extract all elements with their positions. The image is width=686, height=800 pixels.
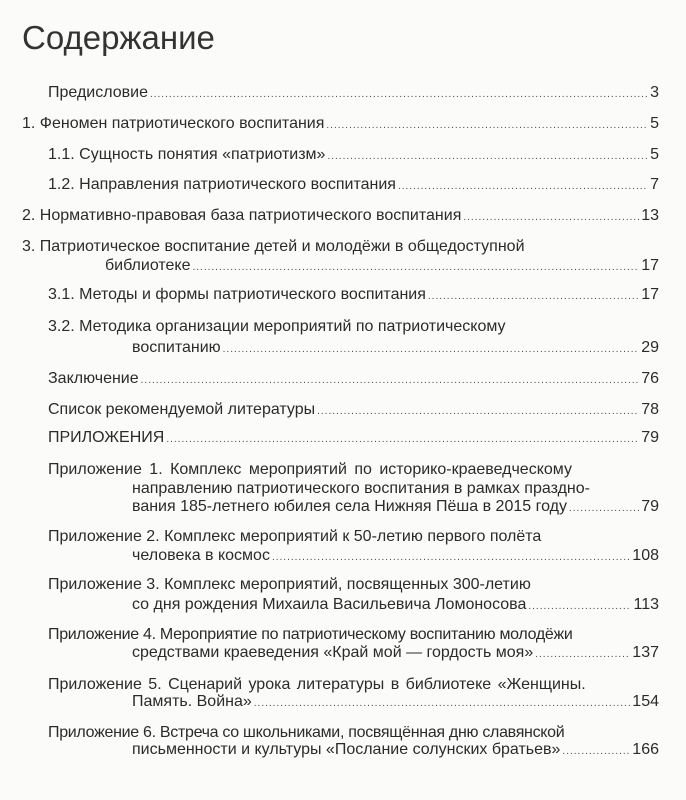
toc-entry-chapter-3[interactable] [105,256,659,278]
toc-entry-appendices[interactable] [48,428,659,450]
dot-leader [254,694,631,714]
toc-entry-text: воспитанию [132,339,221,356]
toc-entry-appendix-1-line[interactable]: направлению патриотического воспитания в рамках праздно- [132,480,590,497]
toc-entry-bibliography[interactable] [48,400,659,422]
toc-page-number: 166 [632,741,659,758]
toc-entry-text: ПРИЛОЖЕНИЯ [48,429,165,446]
toc-entry-section-3-1[interactable] [48,285,659,307]
toc-page-number: 17 [641,257,659,274]
dot-leader [569,499,639,519]
toc-entry-appendix-5[interactable] [132,692,659,714]
dot-leader [327,147,648,167]
toc-entry-preface[interactable] [48,83,659,105]
toc-page-number: 79 [641,498,659,515]
toc-entry-appendix-1[interactable] [132,497,659,519]
toc-entry-section-3-2[interactable] [132,338,659,360]
toc-page-number: 113 [633,596,659,613]
toc-entry-chapter-2[interactable] [22,206,659,228]
toc-entry-appendix-4-line[interactable]: Приложение 4. Мероприятие по патриотическому воспитанию молодёжи [48,626,573,643]
toc-entry-appendix-1-line[interactable]: Приложение 1. Комплекс мероприятий по историко-краеведческому [48,461,572,478]
toc-entry-text: Список рекомендуемой литературы [48,401,316,418]
toc-entry-appendix-2[interactable] [132,546,659,568]
dot-leader [317,402,639,422]
toc-page-number: 108 [632,547,659,564]
toc-page-number: 154 [632,693,659,710]
toc-entry-text: Заключение [48,370,139,387]
toc-page-number: 76 [641,370,659,387]
toc-entry-text: 2. Нормативно-правовая база патриотического воспитания [22,207,462,224]
toc-entry-appendix-6[interactable] [132,740,659,762]
dot-leader [463,208,639,228]
page-title: Содержание [22,19,215,56]
toc-page-number: 5 [650,115,659,132]
toc-page-number: 13 [641,207,659,224]
dot-leader [528,597,631,617]
toc-entry-chapter-1[interactable] [22,114,659,136]
dot-leader [272,548,630,568]
toc-entry-text: 3.1. Методы и формы патриотического воспитания [48,286,426,303]
toc-entry-text: средствами краеведения «Край мой — гордость моя» [132,644,534,661]
dot-leader [428,287,639,307]
dot-leader [166,430,639,450]
dot-leader [193,258,640,278]
dot-leader [562,742,630,762]
dot-leader [535,645,630,665]
toc-entry-chapter-3-line[interactable]: 3. Патриотическое воспитание детей и молодёжи в общедоступной [22,238,525,255]
dot-leader [398,177,648,197]
toc-page-number: 7 [650,176,659,193]
toc-entry-text: со дня рождения Михаила Васильевича Ломоносова [132,596,527,613]
toc-entry-text: человека в космос [132,547,270,564]
toc-entry-text: 1.2. Направления патриотического воспитания [48,176,396,193]
toc-entry-text: Память. Война» [132,693,252,710]
toc-entry-section-3-2-line[interactable]: 3.2. Методика организации мероприятий по патриотическому [48,318,506,335]
toc-entry-text: библиотеке [105,257,191,274]
toc-entry-text: 1.1. Сущность понятия «патриотизм» [48,146,326,163]
toc-entry-appendix-4[interactable] [132,643,659,665]
toc-entry-appendix-5-line[interactable]: Приложение 5. Сценарий урока литературы в библиотеке «Женщины. [48,676,586,693]
toc-page-number: 79 [641,429,659,446]
toc-page-number: 78 [641,401,659,418]
toc-entry-text: письменности и культуры «Послание солунских братьев» [132,741,561,758]
toc-entry-conclusion[interactable] [48,369,659,391]
toc-entry-section-1-2[interactable] [48,175,659,197]
toc-page-number: 3 [650,84,659,101]
toc-entry-section-1-1[interactable] [48,145,659,167]
toc-entry-appendix-6-line[interactable]: Приложение 6. Встреча со школьниками, посвящённая дню славянской [48,724,565,741]
toc-page-number: 137 [632,644,659,661]
toc-entry-text: вания 185-летнего юбилея села Нижняя Пёша в 2015 году [132,498,567,515]
toc-page-number: 5 [650,146,659,163]
toc-entry-text: 1. Феномен патриотического воспитания [22,115,325,132]
toc-entry-appendix-2-line[interactable]: Приложение 2. Комплекс мероприятий к 50-летию первого полёта [48,528,542,545]
dot-leader [150,85,648,105]
toc-page-number: 17 [641,286,659,303]
toc-entry-appendix-3-line[interactable]: Приложение 3. Комплекс мероприятий, посвященных 300-летию [48,576,531,593]
dot-leader [326,116,648,136]
dot-leader [141,371,640,391]
dot-leader [223,340,640,360]
toc-page-number: 29 [641,339,659,356]
toc-entry-text: Предисловие [48,84,148,101]
toc-entry-appendix-3[interactable] [132,595,659,617]
